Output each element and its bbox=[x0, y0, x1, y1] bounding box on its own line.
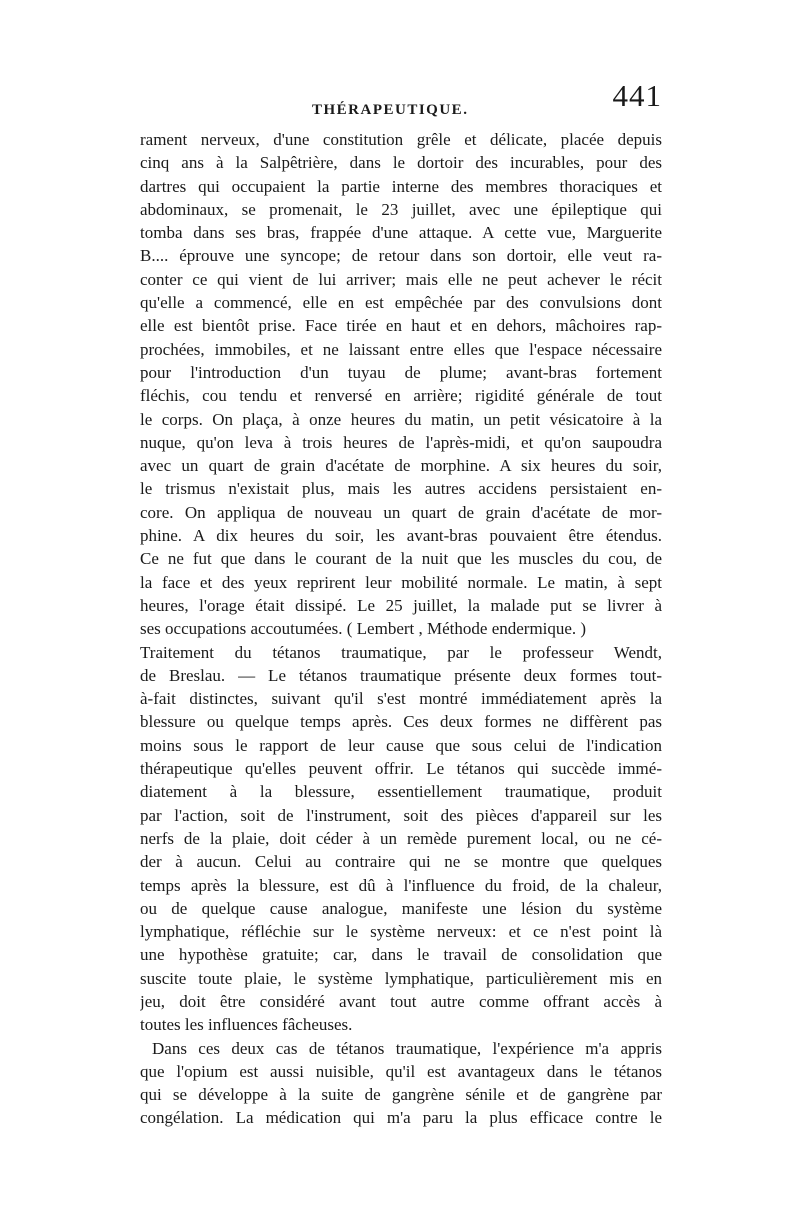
text-line: qui se développe à la suite de gangrène sénile et de gangrène par bbox=[140, 1085, 662, 1105]
text-line: core. On appliqua de nouveau un quart de grain d'acétate de mor- bbox=[140, 502, 662, 522]
text-line: la face et des yeux reprirent leur mobilité normale. Le matin, à sept bbox=[140, 572, 662, 592]
text-line: cinq ans à la Salpêtrière, dans le dortoir des incurables, pour des bbox=[140, 153, 662, 173]
text-line: heures, l'orage était dissipé. Le 25 juillet, la malade put se livrer à bbox=[140, 595, 662, 615]
body-text bbox=[140, 128, 662, 1130]
text-line: dartres qui occupaient la partie interne des membres thoraciques et bbox=[140, 176, 662, 196]
text-line: B.... éprouve une syncope; de retour dans son dortoir, elle veut ra- bbox=[140, 246, 662, 266]
text-line: de Breslau. — Le tétanos traumatique présente deux formes tout- bbox=[140, 665, 662, 685]
text-line: qu'elle a commencé, elle en est empêchée par des convulsions dont bbox=[140, 293, 662, 313]
text-line: thérapeutique qu'elles peuvent offrir. Le tétanos qui succède immé- bbox=[140, 759, 662, 779]
text-line: à-fait distinctes, suivant qu'il s'est montré immédiatement après la bbox=[140, 689, 662, 709]
text-line: nerfs de la plaie, doit céder à un remède purement local, ou ne cé- bbox=[140, 828, 662, 848]
text-line: conter ce qui vient de lui arriver; mais elle ne peut achever le récit bbox=[140, 269, 662, 289]
text-line: une hypothèse gratuite; car, dans le travail de consolidation que bbox=[140, 945, 662, 965]
text-line: phine. A dix heures du soir, les avant-bras pouvaient être étendus. bbox=[140, 526, 662, 546]
text-line: pour l'introduction d'un tuyau de plume; avant-bras fortement bbox=[140, 362, 662, 382]
text-line: temps après la blessure, est dû à l'influence du froid, de la chaleur, bbox=[140, 875, 662, 895]
running-title: THÉRAPEUTIQUE. bbox=[312, 102, 469, 118]
page-header bbox=[140, 78, 662, 128]
text-line: diatement à la blessure, essentiellement traumatique, produit bbox=[140, 782, 662, 802]
text-line: suscite toute plaie, le système lymphatique, particulièrement mis en bbox=[140, 968, 662, 988]
text-line: que l'opium est aussi nuisible, qu'il est avantageux dans le tétanos bbox=[140, 1061, 662, 1081]
page-number: 441 bbox=[612, 78, 662, 113]
citation-line: ses occupations accoutumées. ( Lembert , Méthode endermique. ) bbox=[140, 619, 587, 639]
text-line: moins sous le rapport de leur cause que sous celui de l'indication bbox=[140, 735, 662, 755]
text-line: Dans ces deux cas de tétanos traumatique, l'expérience m'a appris bbox=[152, 1038, 662, 1058]
text-line: nuque, qu'on leva à trois heures de l'après-midi, et qu'on saupoudra bbox=[140, 432, 662, 452]
text-line: der à aucun. Celui au contraire qui ne se montre que quelques bbox=[140, 852, 662, 872]
text-line: blessure ou quelque temps après. Ces deux formes ne diffèrent pas bbox=[140, 712, 662, 732]
text-line: toutes les influences fâcheuses. bbox=[140, 1015, 353, 1035]
text-line: lymphatique, réfléchie sur le système nerveux: et ce n'est point là bbox=[140, 922, 662, 942]
text-line: Ce ne fut que dans le courant de la nuit que les muscles du cou, de bbox=[140, 549, 662, 569]
text-line: congélation. La médication qui m'a paru la plus efficace contre le bbox=[140, 1108, 662, 1128]
text-line: ou de quelque cause analogue, manifeste une lésion du système bbox=[140, 898, 662, 918]
text-line: le trismus n'existait plus, mais les autres accidens persistaient en- bbox=[140, 479, 662, 499]
text-line: par l'action, soit de l'instrument, soit des pièces d'appareil sur les bbox=[140, 805, 662, 825]
text-line: rament nerveux, d'une constitution grêle et délicate, placée depuis bbox=[140, 130, 662, 149]
section-heading-line: Traitement du tétanos traumatique, par le professeur Wendt, bbox=[140, 642, 662, 662]
text-line: abdominaux, se promenait, le 23 juillet, avec une épileptique qui bbox=[140, 199, 662, 219]
text-line: fléchis, cou tendu et renversé en arrière; rigidité générale de tout bbox=[140, 386, 662, 406]
text-line: le corps. On plaça, à onze heures du matin, un petit vésicatoire à la bbox=[140, 409, 662, 429]
text-line: jeu, doit être considéré avant tout autre comme offrant accès à bbox=[140, 991, 662, 1011]
text-line: tomba dans ses bras, frappée d'une attaque. A cette vue, Marguerite bbox=[140, 223, 662, 243]
text-line: elle est bientôt prise. Face tirée en haut et en dehors, mâchoires rap- bbox=[140, 316, 662, 336]
text-line: avec un quart de grain d'acétate de morphine. A six heures du soir, bbox=[140, 456, 662, 476]
text-line: prochées, immobiles, et ne laissant entre elles que l'espace nécessaire bbox=[140, 339, 662, 359]
